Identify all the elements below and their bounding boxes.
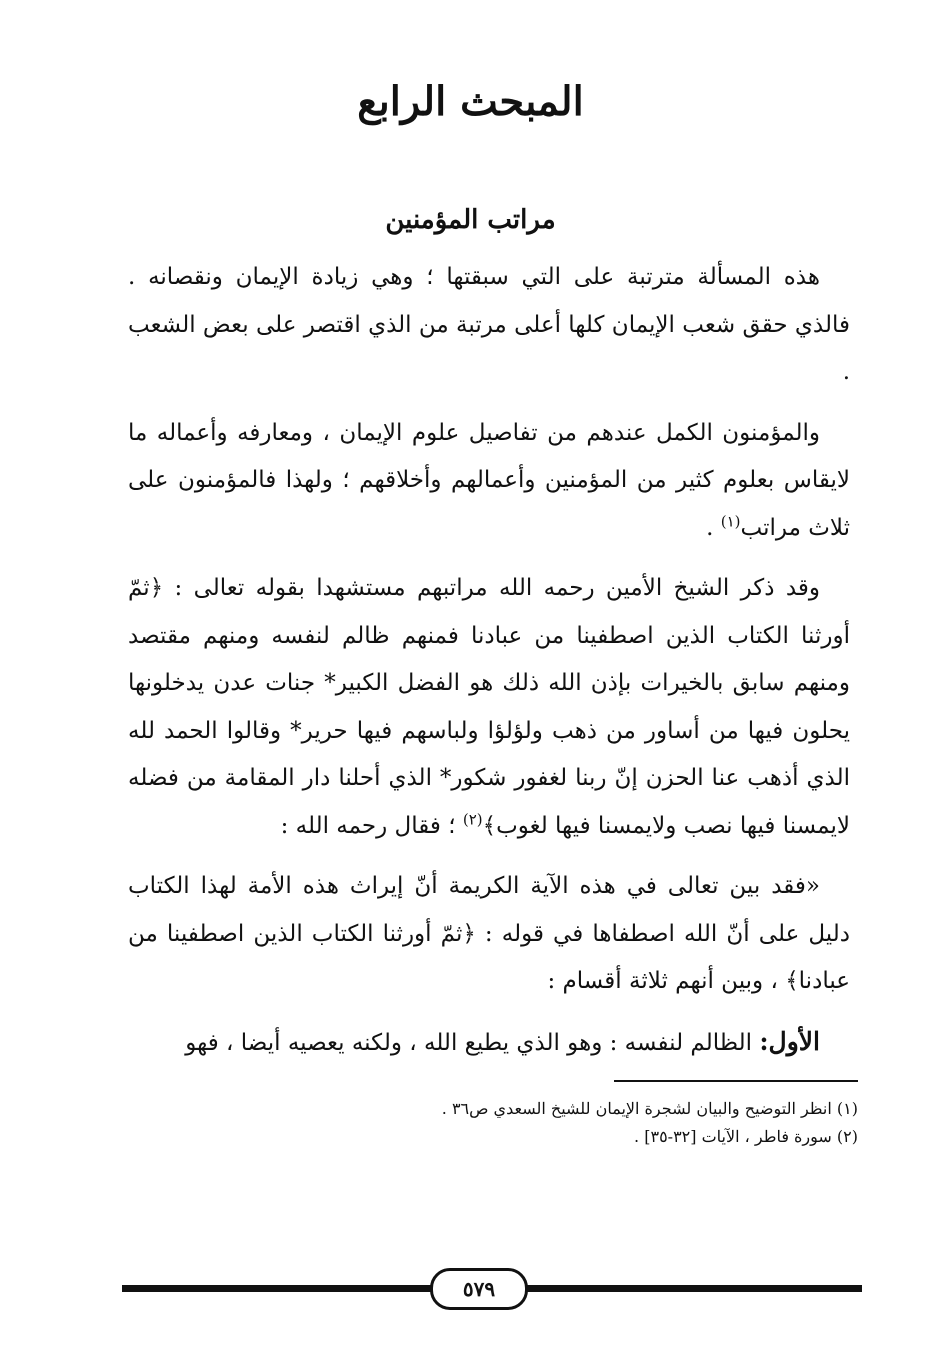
footnote: (١) انظر التوضيح والبيان لشجرة الإيمان للشيخ السعدي ص٣٦ . [441, 1099, 858, 1118]
paragraph-text: هذه المسألة مترتبة على التي سبقتها ؛ وهي زيادة الإيمان ونقصانه . فالذي حقق شعب الإيمان كلها أعلى مرتبة من الذي اقتصر على بعض الشعب . [128, 264, 850, 385]
paragraph [128, 410, 850, 553]
paragraph [128, 565, 850, 850]
footnote-divider [614, 1080, 858, 1082]
paragraph-text: وقد ذكر الشيخ الأمين رحمه الله مراتبهم مستشهدا بقوله تعالى : ﴿ثمّ أورثنا الكتاب الذين اصطفينا من عبادنا فمنهم ظالم لنفسه ومنهم مقتصد ومنهم سابق بالخيرات بإذن الله ذلك هو الفضل الكبير* جنات عدن يدخلونها يحلون فيها من أساور من ذهب ولؤلؤا ولباسهم فيها حرير* وقالوا الحمد لله الذي أذهب عنا الحزن إنّ ربنا لغفور شكور* الذي أحلنا دار المقامة من فضله لايمسنا فيها نصب ولايمسنا فيها لغوب﴾ [128, 575, 850, 839]
body-text [128, 254, 850, 1080]
page-number: ٥٧٩ [430, 1268, 528, 1310]
paragraph [128, 863, 850, 1006]
paragraph-lead: الأول: [759, 1026, 820, 1056]
paragraph [128, 254, 850, 397]
paragraph-text: «فقد بين تعالى في هذه الآية الكريمة أنّ إيراث هذه الأمة لهذا الكتاب دليل على أنّ الله اصطفاها في قوله : ﴿ثمّ أورثنا الكتاب الذين اصطفينا من عبادنا﴾ ، وبين أنهم ثلاثة أقسام : [128, 873, 850, 994]
footnote-ref: (١) [720, 511, 741, 530]
footnote-ref: (٢) [462, 809, 483, 828]
footnote: (٢) سورة فاطر ، الآيات [٣٢-٣٥] . [634, 1127, 858, 1146]
paragraph [128, 1018, 850, 1068]
paragraph-text: الظالم لنفسه : وهو الذي يطيع الله ، ولكنه يعصيه أيضا ، فهو [185, 1029, 760, 1056]
footnotes [300, 1095, 858, 1151]
section-title: مراتب المؤمنين [385, 205, 556, 235]
chapter-title: المبحث الرابع [357, 78, 584, 125]
paragraph-text: والمؤمنون الكمل عندهم من تفاصيل علوم الإيمان ، ومعارفه وأعماله ما لايقاس بعلوم كثير من المؤمنين وأعمالهم وأخلاقهم ؛ ولهذا فالمؤمنون على ثلاث مراتب [128, 419, 850, 541]
paragraph-text: ؛ فقال رحمه الله : [280, 812, 463, 839]
paragraph-text: . [706, 514, 721, 541]
